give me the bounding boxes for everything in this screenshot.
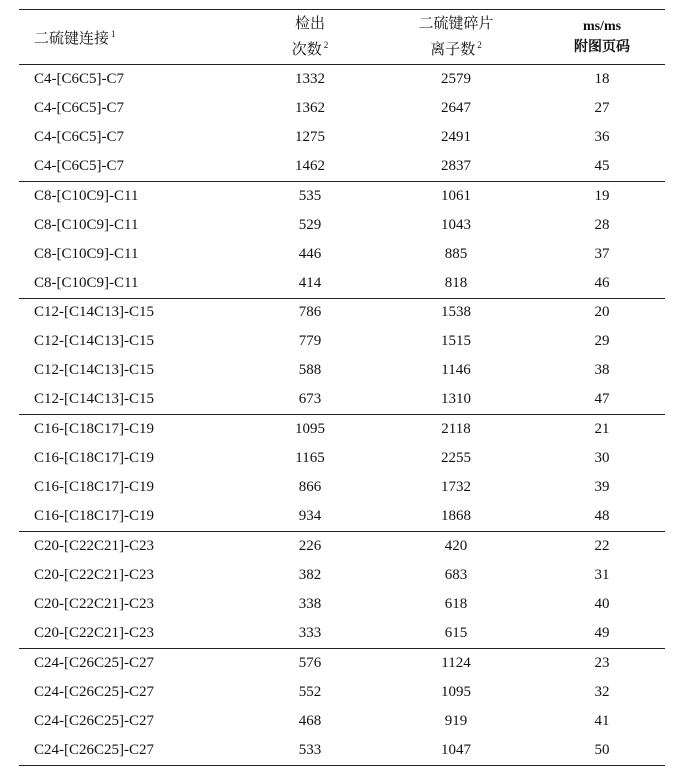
disulfide-bond-table	[19, 9, 665, 766]
cell-disulfide-link: C4-[C6C5]-C7	[34, 99, 124, 116]
cell-fragment-ion-count: 1047	[373, 736, 539, 765]
cell-detection-count: 779	[298, 333, 322, 350]
cell-disulfide-link: C16-[C18C17]-C19	[34, 479, 154, 496]
table-row	[19, 677, 665, 706]
cell-detection-count: 1362	[295, 99, 325, 116]
cell-disulfide-link: C20-[C22C21]-C23	[34, 566, 154, 583]
table-row	[19, 298, 665, 327]
cell-fragment-ion-count: 2837	[441, 157, 471, 174]
cell-msms-page: 20	[539, 298, 665, 327]
table-row	[19, 94, 665, 123]
cell-disulfide-link: C16-[C18C17]-C19	[34, 508, 154, 525]
cell-msms-page: 41	[594, 712, 610, 729]
cell-disulfide-link: C4-[C6C5]-C7	[19, 65, 247, 94]
cell-disulfide-link: C24-[C26C25]-C27	[34, 712, 154, 729]
cell-disulfide-link: C20-[C22C21]-C23	[19, 532, 247, 561]
table-row	[19, 736, 665, 765]
cell-fragment-ion-count: 1310	[441, 391, 471, 408]
cell-disulfide-link: C16-[C18C17]-C19	[34, 450, 154, 467]
cell-fragment-ion-count: 683	[444, 566, 468, 583]
table-row	[19, 707, 665, 736]
table-row	[19, 356, 665, 385]
cell-disulfide-link: C4-[C6C5]-C7	[34, 128, 124, 145]
cell-msms-page: 46	[594, 274, 610, 291]
table-row	[19, 444, 665, 473]
cell-msms-page: 45	[594, 157, 610, 174]
cell-detection-count: 333	[298, 624, 322, 641]
cell-msms-page: 30	[594, 450, 610, 467]
cell-fragment-ion-count: 2579	[373, 65, 539, 94]
cell-detection-count: 1165	[295, 450, 325, 467]
cell-detection-count: 1095	[247, 415, 373, 444]
table-row	[19, 502, 665, 531]
cell-detection-count: 338	[298, 595, 322, 612]
cell-msms-page: 32	[594, 683, 610, 700]
cell-detection-count: 934	[298, 508, 322, 525]
table-header	[19, 10, 665, 65]
cell-disulfide-link: C8-[C10C9]-C11	[34, 216, 139, 233]
cell-disulfide-link: C16-[C18C17]-C19	[19, 415, 247, 444]
table-row	[19, 415, 665, 444]
cell-detection-count: 673	[298, 391, 322, 408]
cell-fragment-ion-count: 1061	[373, 181, 539, 210]
cell-fragment-ion-count: 1124	[373, 648, 539, 677]
table-row	[19, 561, 665, 590]
cell-fragment-ion-count: 818	[444, 274, 468, 291]
cell-detection-count: 1462	[295, 157, 325, 174]
cell-fragment-ion-count: 615	[444, 624, 468, 641]
cell-detection-count: 446	[298, 245, 322, 262]
header-disulfide-link: 二硫键连接 $^1$	[19, 10, 247, 65]
cell-msms-page: 19	[539, 181, 665, 210]
cell-disulfide-link: C12-[C14C13]-C15	[19, 298, 247, 327]
cell-fragment-ion-count: 2118	[373, 415, 539, 444]
cell-msms-page: 21	[539, 415, 665, 444]
table-body	[19, 65, 665, 766]
cell-msms-page: 50	[539, 736, 665, 765]
cell-msms-page: 18	[539, 65, 665, 94]
cell-msms-page: 36	[594, 128, 610, 145]
table-row	[19, 123, 665, 152]
cell-msms-page: 31	[594, 566, 610, 583]
cell-msms-page: 49	[594, 624, 610, 641]
cell-fragment-ion-count: 2647	[441, 99, 471, 116]
cell-fragment-ion-count: 2255	[441, 450, 471, 467]
cell-detection-count: 529	[298, 216, 322, 233]
header-msms-page: ms/ms 附图页码	[539, 10, 665, 65]
cell-msms-page: 22	[539, 532, 665, 561]
cell-detection-count: 535	[247, 181, 373, 210]
cell-msms-page: 40	[594, 595, 610, 612]
cell-disulfide-link: C12-[C14C13]-C15	[34, 333, 154, 350]
cell-fragment-ion-count: 919	[444, 712, 468, 729]
cell-fragment-ion-count: 1146	[441, 362, 471, 379]
cell-msms-page: 38	[594, 362, 610, 379]
cell-msms-page: 29	[594, 333, 610, 350]
table-row	[19, 210, 665, 239]
cell-detection-count: 1332	[247, 65, 373, 94]
cell-disulfide-link: C24-[C26C25]-C27	[19, 736, 247, 765]
cell-detection-count: 468	[298, 712, 322, 729]
cell-detection-count: 866	[298, 479, 322, 496]
cell-detection-count: 786	[247, 298, 373, 327]
cell-msms-page: 39	[594, 479, 610, 496]
cell-disulfide-link: C4-[C6C5]-C7	[34, 157, 124, 174]
table-row	[19, 532, 665, 561]
cell-disulfide-link: C24-[C26C25]-C27	[19, 648, 247, 677]
cell-msms-page: 47	[594, 391, 610, 408]
cell-fragment-ion-count: 1043	[441, 216, 471, 233]
header-detection-count: 检出 次数 $^2$	[247, 10, 373, 65]
cell-disulfide-link: C20-[C22C21]-C23	[34, 595, 154, 612]
table-row	[19, 386, 665, 415]
cell-fragment-ion-count: 618	[444, 595, 468, 612]
cell-fragment-ion-count: 1538	[373, 298, 539, 327]
cell-detection-count: 576	[247, 648, 373, 677]
cell-fragment-ion-count: 885	[444, 245, 468, 262]
cell-detection-count: 533	[247, 736, 373, 765]
cell-msms-page: 27	[594, 99, 610, 116]
cell-fragment-ion-count: 420	[373, 532, 539, 561]
cell-disulfide-link: C20-[C22C21]-C23	[34, 624, 154, 641]
cropped-caption-fragment	[30, 0, 470, 4]
cell-detection-count: 552	[298, 683, 322, 700]
cell-fragment-ion-count: 1095	[441, 683, 471, 700]
table-row	[19, 152, 665, 181]
cell-disulfide-link: C12-[C14C13]-C15	[34, 391, 154, 408]
cell-fragment-ion-count: 1515	[441, 333, 471, 350]
cell-detection-count: 414	[298, 274, 322, 291]
table-row	[19, 65, 665, 94]
cell-fragment-ion-count: 1868	[441, 508, 471, 525]
cell-disulfide-link: C8-[C10C9]-C11	[34, 245, 139, 262]
table-row	[19, 473, 665, 502]
cell-detection-count: 588	[298, 362, 322, 379]
cell-fragment-ion-count: 2491	[441, 128, 471, 145]
table-row	[19, 590, 665, 619]
table-row	[19, 619, 665, 648]
table-row	[19, 181, 665, 210]
cell-msms-page: 48	[594, 508, 610, 525]
cell-fragment-ion-count: 1732	[441, 479, 471, 496]
cell-detection-count: 1275	[295, 128, 325, 145]
cell-detection-count: 382	[298, 566, 322, 583]
cell-msms-page: 37	[594, 245, 610, 262]
table-row	[19, 327, 665, 356]
cell-disulfide-link: C24-[C26C25]-C27	[34, 683, 154, 700]
cell-detection-count: 226	[247, 532, 373, 561]
cell-disulfide-link: C8-[C10C9]-C11	[34, 274, 139, 291]
cell-disulfide-link: C12-[C14C13]-C15	[34, 362, 154, 379]
header-fragment-ion-count: 二硫键碎片 离子数 $^2$	[373, 10, 539, 65]
cell-disulfide-link: C8-[C10C9]-C11	[19, 181, 247, 210]
cell-msms-page: 23	[539, 648, 665, 677]
table-row	[19, 240, 665, 269]
table-row	[19, 269, 665, 298]
table-row	[19, 648, 665, 677]
cell-msms-page: 28	[594, 216, 610, 233]
